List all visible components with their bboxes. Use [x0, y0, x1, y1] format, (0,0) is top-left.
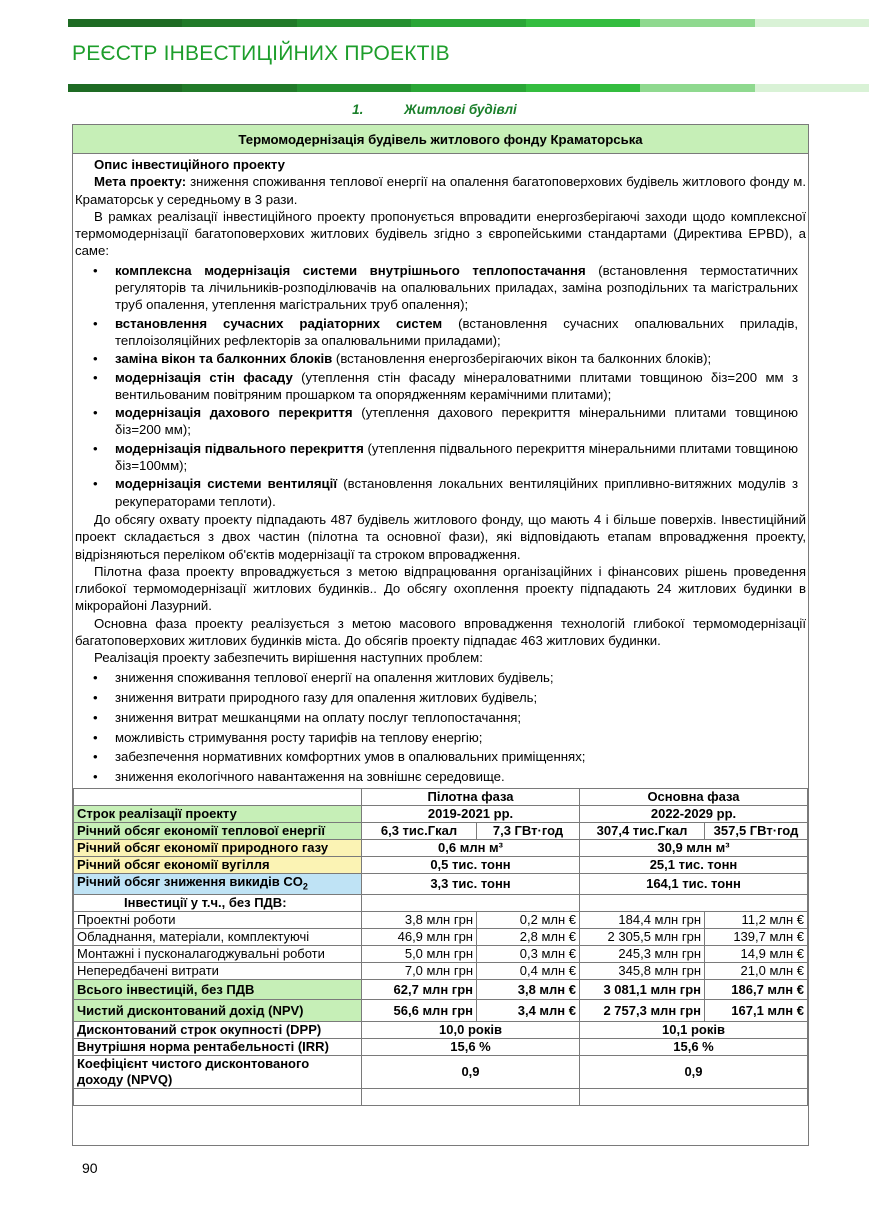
finance-table: [73, 788, 808, 1107]
bar-segment: [297, 84, 411, 92]
table-row: Обладнання, матеріали, комплектуючі 46,9 млн грн 2,8 млн € 2 305,5 млн грн 139,7 млн €: [74, 929, 808, 946]
table-row: Строк реалізації проекту 2019-2021 рр. 2022-2029 рр.: [74, 805, 808, 822]
list-item: • модернізація підвального перекриття (утеплення підвального перекриття мінеральними плитами товщиною δіз=100мм);: [75, 440, 806, 475]
bar-segment: [297, 19, 411, 27]
heat-label: Річний обсяг економії теплової енергії: [74, 822, 362, 839]
bar-segment: [526, 19, 640, 27]
table-row: Проектні роботи 3,8 млн грн 0,2 млн € 184,4 млн грн 11,2 млн €: [74, 912, 808, 929]
bar-segment: [411, 19, 525, 27]
bar-segment: [182, 19, 296, 27]
invest-heading: Інвестиції у т.ч., без ПДВ:: [74, 895, 362, 912]
intro-paragraph: В рамках реалізації інвестиційного проекту пропонується впровадити енергозберігаючі заходи щодо комплексної термомодернізації багатоповерхових житлових будівель згідно з європейськими стандартами (Директива EPBD), а саме:: [75, 208, 806, 259]
list-item: • модернізація системи вентиляції (встановлення локальних вентиляційних припливно-витяжних модулів з рекуператорами теплоти).: [75, 475, 806, 510]
phase-main-header: Основна фаза: [580, 788, 808, 805]
bar-segment: [68, 84, 182, 92]
list-item: • можливість стримування росту тарифів на теплову енергію;: [75, 729, 806, 746]
bar-segment: [411, 84, 525, 92]
table-row: Внутрішня норма рентабельності (IRR) 15,6 % 15,6 %: [74, 1039, 808, 1056]
list-item: • модернізація стін фасаду (утеплення стін фасаду мінераловатними плитами товщиною δіз=200 мм з вентильованим повітряним прошарком та опорядженням керамічними плитами);: [75, 369, 806, 404]
table-row: Всього інвестицій, без ПДВ 62,7 млн грн 3,8 млн € 3 081,1 млн грн 186,7 млн €: [74, 980, 808, 1000]
table-row: [74, 1089, 808, 1106]
bar-segment: [68, 19, 182, 27]
bar-segment: [182, 84, 296, 92]
list-item: • встановлення сучасних радіаторних систем (встановлення сучасних опалювальних приладів, теплоізоляційних рефлекторів за опалювальними приладами);: [75, 315, 806, 350]
gas-label: Річний обсяг економії природного газу: [74, 839, 362, 856]
list-item: • зниження споживання теплової енергії на опалення житлових будівель;: [75, 669, 806, 686]
phase-pilot-header: Пілотна фаза: [362, 788, 580, 805]
section-heading: [0, 102, 869, 117]
goal-paragraph: [75, 173, 806, 208]
bar-segment: [640, 19, 754, 27]
goal-label: Мета проекту:: [94, 174, 187, 190]
table-row: [74, 895, 808, 912]
table-row: Непередбачені витрати 7,0 млн грн 0,4 млн € 345,8 млн грн 21,0 млн €: [74, 963, 808, 980]
list-item: • зниження витрати природного газу для опалення житлових будівель;: [75, 689, 806, 706]
section-number: 1.: [352, 102, 364, 117]
problems-intro: Реалізація проекту забезпечить вирішення наступних проблем:: [94, 650, 483, 666]
npv-label: Чистий дисконтований дохід (NPV): [74, 1000, 362, 1022]
table-row: Коефіцієнт чистого дисконтованого доходу (NPVQ) 0,9 0,9: [74, 1056, 808, 1089]
bar-segment: [526, 84, 640, 92]
header-bottom-bar: [68, 84, 869, 92]
main-phase-paragraph: Основна фаза проекту реалізується з метою масового впровадження технологій глибокої термомодернізації багатоповерхових житлових будинків міста. До обсягів проекту підпадає 463 житлових будинки.: [75, 615, 806, 649]
table-row: Дисконтований строк окупності (DPP) 10,0 років 10,1 років: [74, 1022, 808, 1039]
header-top-bar: [68, 19, 869, 27]
project-card: [72, 124, 809, 1146]
list-item: • забезпечення нормативних комфортних умов в опалювальних приміщеннях;: [75, 748, 806, 765]
section-title: Житлові будівлі: [404, 102, 517, 117]
table-row: [74, 788, 808, 805]
table-row: Чистий дисконтований дохід (NPV) 56,6 млн грн 3,4 млн € 2 757,3 млн грн 167,1 млн €: [74, 1000, 808, 1022]
list-item: • модернізація дахового перекриття (утеплення дахового перекриття мінеральними плитами товщиною δіз=200 мм);: [75, 404, 806, 439]
table-row: Річний обсяг економії вугілля 0,5 тис. тонн 25,1 тис. тонн: [74, 856, 808, 873]
table-row: Річний обсяг економії теплової енергії 6,3 тис.Гкал 7,3 ГВт·год 307,4 тис.Гкал 357,5 ГВт·год: [74, 822, 808, 839]
list-item: • комплексна модернізація системи внутрішнього теплопостачання (встановлення термостатичних регуляторів та лічильників-розподілювачів на опалювальних приладах, заміна розподільних та магістральних труб опалення, утеплення магістральних труб опалення);: [75, 262, 806, 314]
bar-segment: [755, 84, 869, 92]
measures-list: [75, 262, 806, 510]
registry-title: РЕЄСТР ІНВЕСТИЦІЙНИХ ПРОЕКТІВ: [72, 42, 450, 65]
list-item: • зниження витрат мешканцями на оплату послуг теплопостачання;: [75, 709, 806, 726]
bar-segment: [640, 84, 754, 92]
scope-paragraph: До обсягу охвату проекту підпадають 487 будівель житлового фонду, що мають 4 і більше поверхів. Інвестиційний проект складається з двох частин (пілотна та основної фази), які відповідають етапам впровадження проекту, відрізняються переліком об'єктів модернізації та строком впровадження.: [75, 511, 806, 562]
pilot-paragraph: Пілотна фаза проекту впроваджується з метою відпрацювання організаційних і фінансових рішень проведення глибокої термомодернізації житлових будинків.. До обсягу охоплення проекту підпадають 24 житлових будинки в мікрорайоні Лазурний.: [75, 563, 806, 614]
bar-segment: [755, 19, 869, 27]
table-row: Річний обсяг зниження викидів $CO_2$ 3,3 тис. тонн 164,1 тис. тонн: [74, 873, 808, 895]
coal-label: Річний обсяг економії вугілля: [74, 856, 362, 873]
irr-label: Внутрішня норма рентабельності (IRR): [74, 1039, 362, 1056]
list-item: • зниження екологічного навантаження на зовнішнє середовище.: [75, 768, 806, 785]
co2-label: Річний обсяг зниження викидів $CO_2$: [74, 873, 362, 895]
npvq-label: Коефіцієнт чистого дисконтованого доходу (NPVQ): [74, 1056, 362, 1089]
term-label: Строк реалізації проекту: [74, 805, 362, 822]
page-number: 90: [82, 1160, 98, 1176]
description-heading: Опис інвестиційного проекту: [94, 157, 286, 172]
dpp-label: Дисконтований строк окупності (DPP): [74, 1022, 362, 1039]
goal-text: зниження споживання теплової енергії на опалення багатоповерхових будівель житлового фонду м. Краматорськ у середньому в 3 рази.: [75, 174, 807, 207]
table-row: Річний обсяг економії природного газу 0,6 млн м³ 30,9 млн м³: [74, 839, 808, 856]
total-label: Всього інвестицій, без ПДВ: [74, 980, 362, 1000]
project-description: [73, 154, 808, 785]
problems-list: [75, 669, 806, 785]
list-item: • заміна вікон та балконних блоків (встановлення енергозберігаючих вікон та балконних блоків);: [75, 350, 806, 367]
table-row: Монтажні і пусконалагоджувальні роботи 5,0 млн грн 0,3 млн € 245,3 млн грн 14,9 млн €: [74, 946, 808, 963]
project-title: Термомодернізація будівель житлового фонду Краматорська: [73, 125, 808, 154]
